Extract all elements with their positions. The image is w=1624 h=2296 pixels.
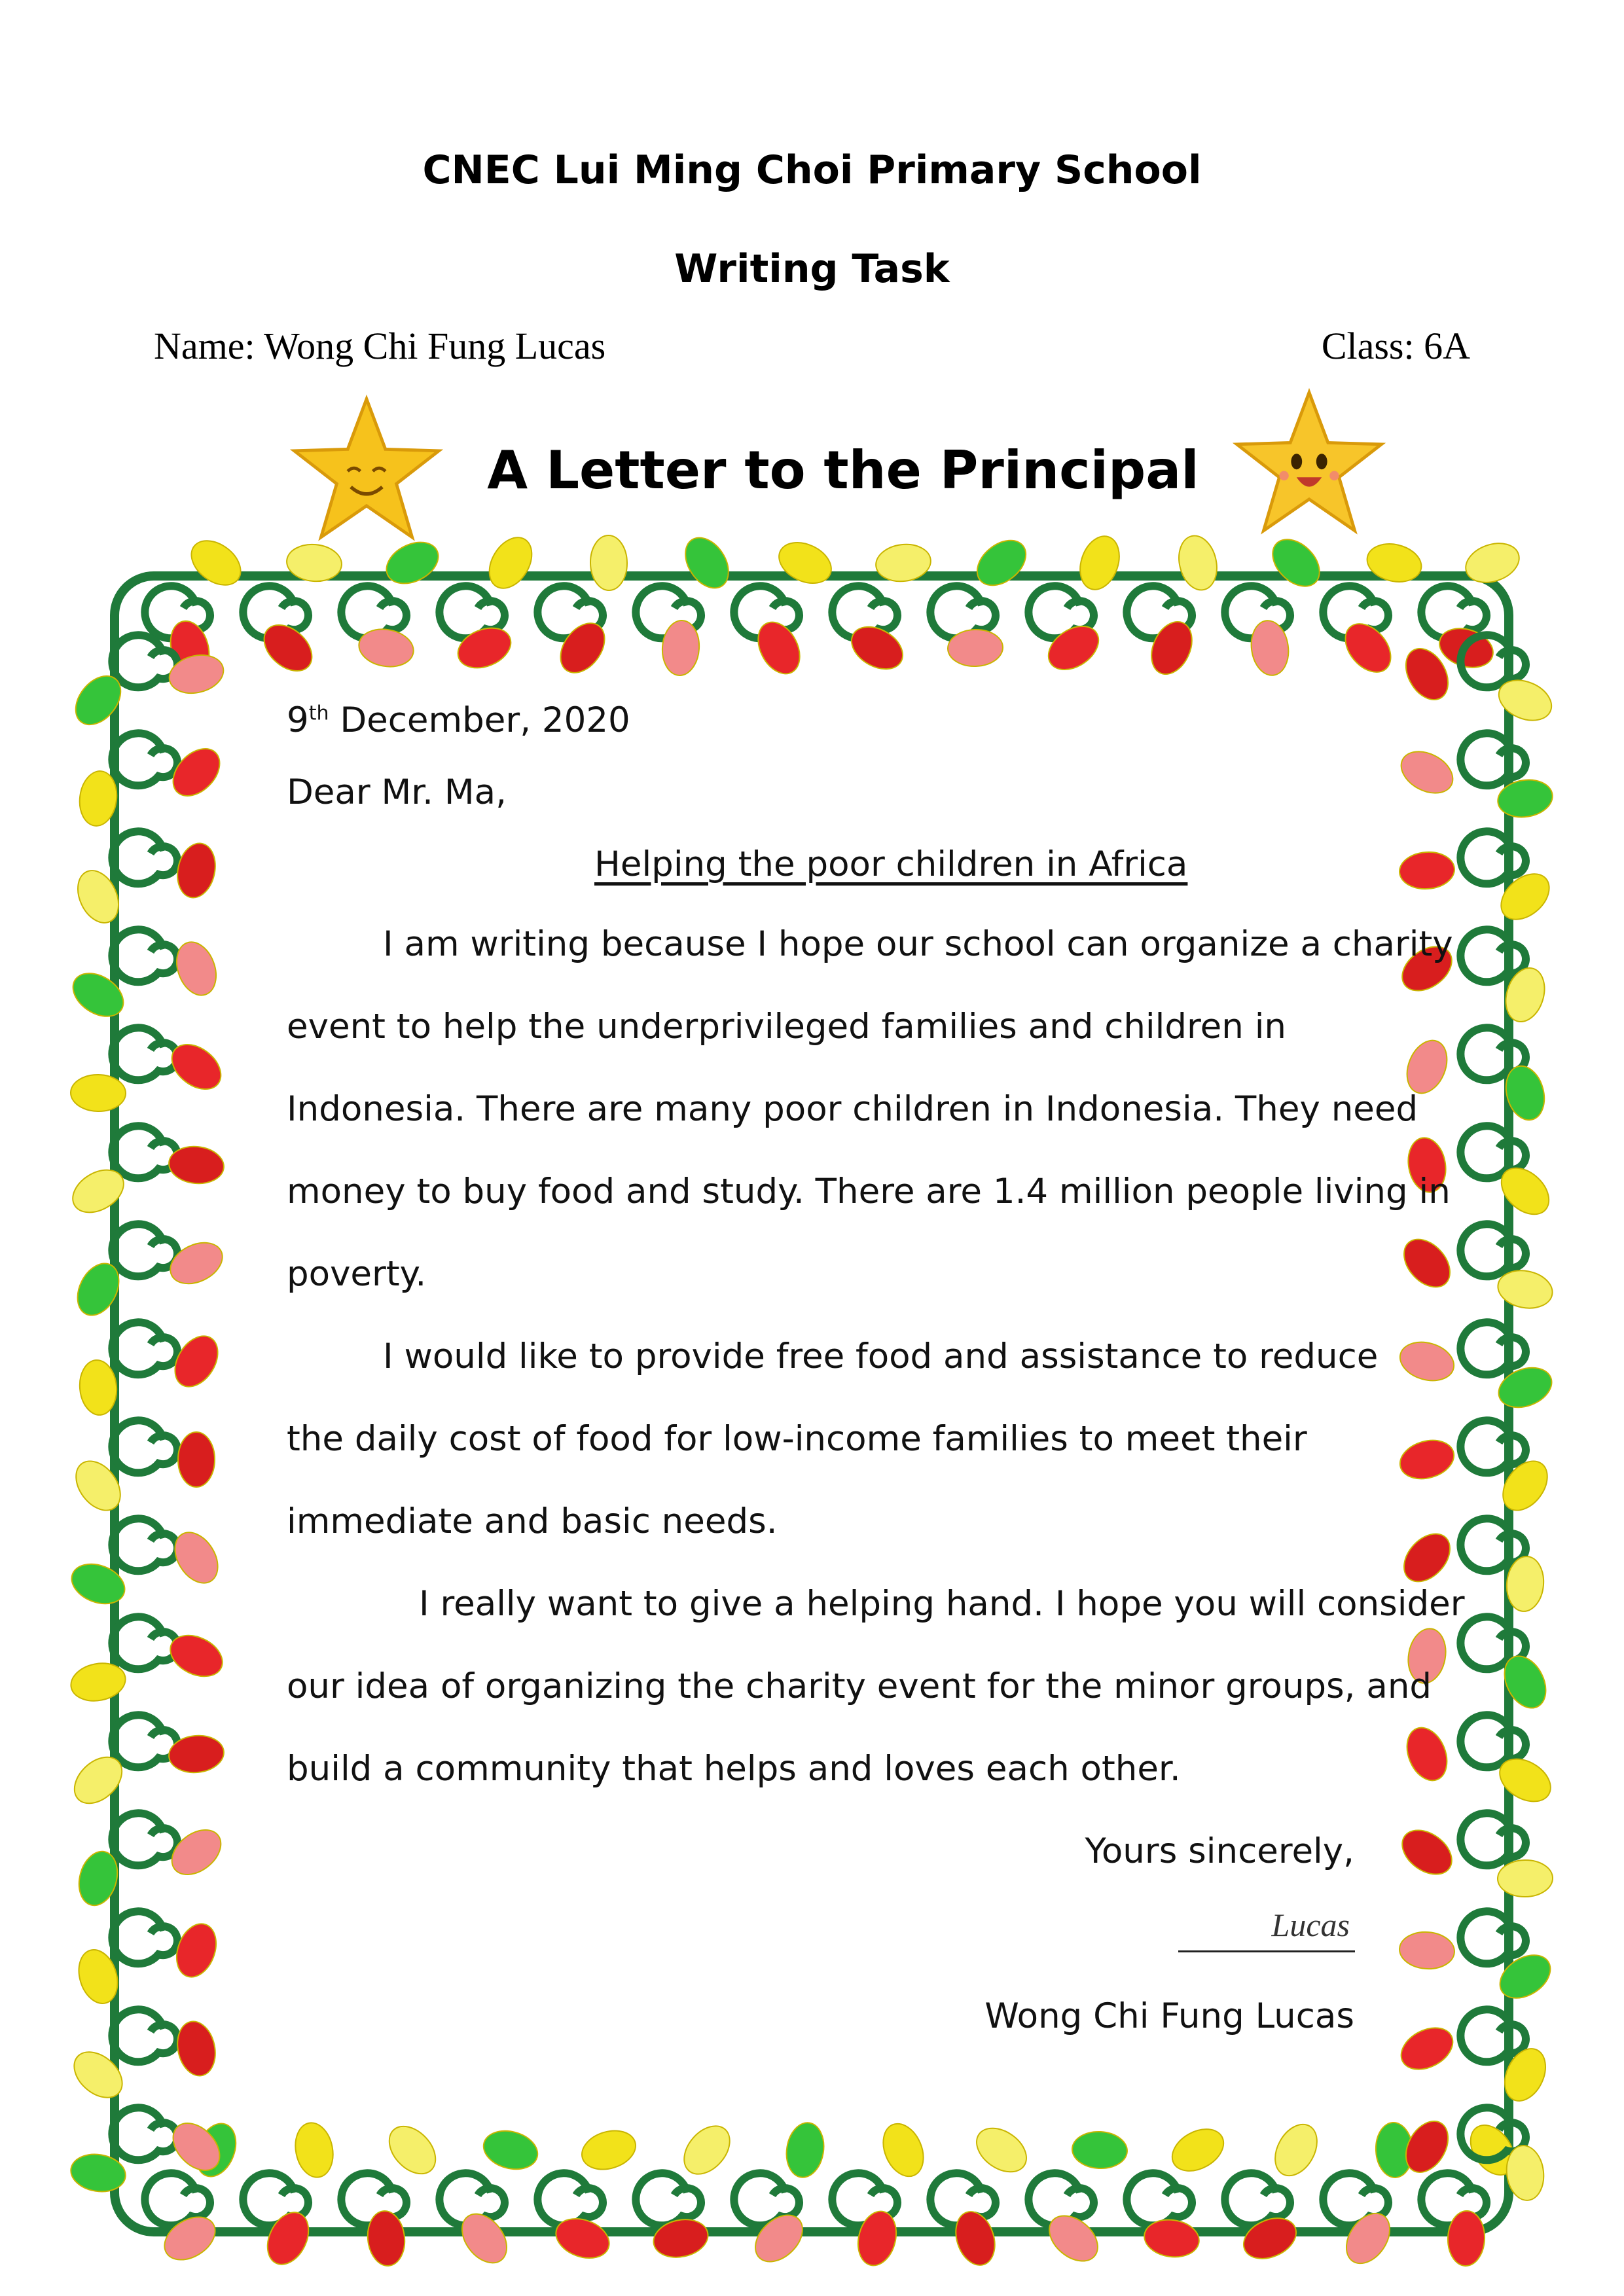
flower-icon	[1447, 2210, 1486, 2267]
signer-name: Wong Chi Fung Lucas	[984, 1996, 1354, 2036]
vine-swirl	[636, 2173, 701, 2225]
flower-icon	[453, 2206, 516, 2272]
flower-icon	[1165, 2121, 1231, 2179]
flower-icon	[675, 2117, 738, 2183]
body-line: I would like to provide free food and assistance to reduce	[383, 1336, 1379, 1376]
flower-icon	[1394, 2020, 1460, 2078]
salutation: Dear Mr. Ma,	[287, 772, 507, 812]
flower-icon	[1396, 1336, 1458, 1387]
flower-icon	[1399, 1722, 1454, 1787]
vine-swirl	[112, 2108, 177, 2160]
flower-icon	[173, 2018, 220, 2079]
flower-icon	[1074, 531, 1126, 595]
flower-icon	[677, 530, 738, 596]
flower-icon	[71, 1074, 126, 1111]
flower-icon	[479, 2125, 542, 2175]
vine-swirl	[1460, 2009, 1526, 2062]
flower-icon	[1460, 537, 1525, 589]
body-line: event to help the underprivileged families and children in	[287, 1007, 1287, 1047]
vine-swirl	[112, 1028, 177, 1080]
flower-icon	[173, 840, 220, 901]
vine-swirl	[112, 635, 177, 687]
flower-icon	[550, 2212, 615, 2265]
body-line: Indonesia. There are many poor children in Indonesia. They need	[287, 1089, 1418, 1129]
flower-icon	[1398, 850, 1456, 891]
vine-swirl	[112, 1715, 177, 1767]
body-line: build a community that helps and loves each other.	[287, 1749, 1181, 1789]
flower-icon	[1237, 2210, 1303, 2266]
body-line: poverty.	[287, 1254, 427, 1294]
body-line: the daily cost of food for low-income families to meet their	[287, 1419, 1307, 1459]
vine-swirl	[112, 1224, 177, 1276]
flower-icon	[1337, 2206, 1398, 2272]
vine-swirl	[1460, 1420, 1526, 1473]
flower-icon	[1072, 2130, 1128, 2170]
body-line: our idea of organizing the charity event for the minor groups, and	[287, 1666, 1432, 1706]
vine-swirl	[112, 1518, 177, 1571]
task-heading: Writing Task	[674, 246, 950, 292]
page-title: A Letter to the Principal	[487, 440, 1199, 501]
flower-icon	[1394, 1821, 1460, 1884]
vine-swirl	[112, 1126, 177, 1178]
flower-icon	[259, 2206, 316, 2271]
flower-icon	[170, 1918, 223, 1982]
letter-subject: Helping the poor children in Africa	[594, 844, 1188, 884]
vine-swirl	[1460, 1813, 1526, 1865]
flower-icon	[380, 2117, 444, 2183]
date-day: 9	[287, 700, 309, 740]
vine-swirl	[112, 929, 177, 982]
vine-swirl	[1460, 1911, 1526, 1964]
flower-icon	[291, 2119, 338, 2180]
signature	[1178, 1905, 1355, 1952]
body-line: I really want to give a helping hand. I hope you will consider	[419, 1584, 1465, 1624]
vine-swirl	[1460, 831, 1526, 884]
flower-icon	[178, 1432, 215, 1487]
date-rest: December, 2020	[329, 700, 630, 740]
flower-icon	[183, 531, 249, 594]
body-line: money to buy food and study. There are 1.4 million people living in	[287, 1172, 1451, 1211]
student-name: Name: Wong Chi Fung Lucas	[154, 325, 606, 367]
flower-icon	[1396, 1435, 1458, 1485]
vine-swirl	[1460, 1322, 1526, 1374]
flower-icon	[969, 2119, 1035, 2181]
flower-icon	[170, 937, 223, 1001]
vine-swirl	[112, 2009, 177, 2062]
closing: Yours sincerely,	[1085, 1831, 1354, 1871]
flower-icon	[1498, 1859, 1553, 1897]
flower-icon	[969, 531, 1035, 594]
flower-icon	[68, 2151, 128, 2195]
vine-swirl	[112, 1420, 177, 1473]
flower-icon	[1394, 744, 1460, 802]
vine-swirl	[112, 733, 177, 785]
flower-icon	[772, 535, 838, 591]
flower-icon	[452, 620, 517, 675]
vine-swirl	[1225, 2173, 1290, 2225]
vine-swirl	[1460, 1224, 1526, 1276]
vine-swirl	[112, 831, 177, 884]
flower-icon	[1337, 615, 1400, 681]
student-class: Class: 6A	[1321, 325, 1470, 367]
flower-icon	[590, 535, 627, 591]
letter-date	[287, 700, 630, 740]
date-suffix: th	[308, 702, 329, 725]
flower-icon	[783, 2120, 827, 2180]
vine-swirl	[1460, 733, 1526, 785]
flower-icon	[480, 530, 540, 596]
vine-swirl	[112, 1911, 177, 1964]
flower-icon	[1174, 532, 1221, 594]
vine-swirl	[112, 1322, 177, 1374]
flower-icon	[552, 615, 614, 681]
signature-text: Lucas	[1271, 1907, 1350, 1943]
flower-icon	[577, 2125, 641, 2176]
vine-frame	[115, 576, 1509, 2232]
school-name: CNEC Lui Ming Choi Primary School	[422, 147, 1202, 193]
vine-swirl	[1127, 2173, 1192, 2225]
vine-swirl	[112, 1617, 177, 1669]
vine-swirl	[112, 1813, 177, 1865]
flower-icon	[876, 2117, 931, 2182]
flower-icon	[1395, 1230, 1459, 1296]
flower-icon	[1267, 2117, 1326, 2183]
vine-swirl	[537, 2173, 603, 2225]
body-line: immediate and basic needs.	[287, 1501, 778, 1541]
flower-icon	[1398, 1930, 1456, 1971]
flower-icon	[1395, 1525, 1459, 1590]
body-line: I am writing because I hope our school can organize a charity	[383, 924, 1453, 964]
flower-icon	[356, 625, 416, 671]
